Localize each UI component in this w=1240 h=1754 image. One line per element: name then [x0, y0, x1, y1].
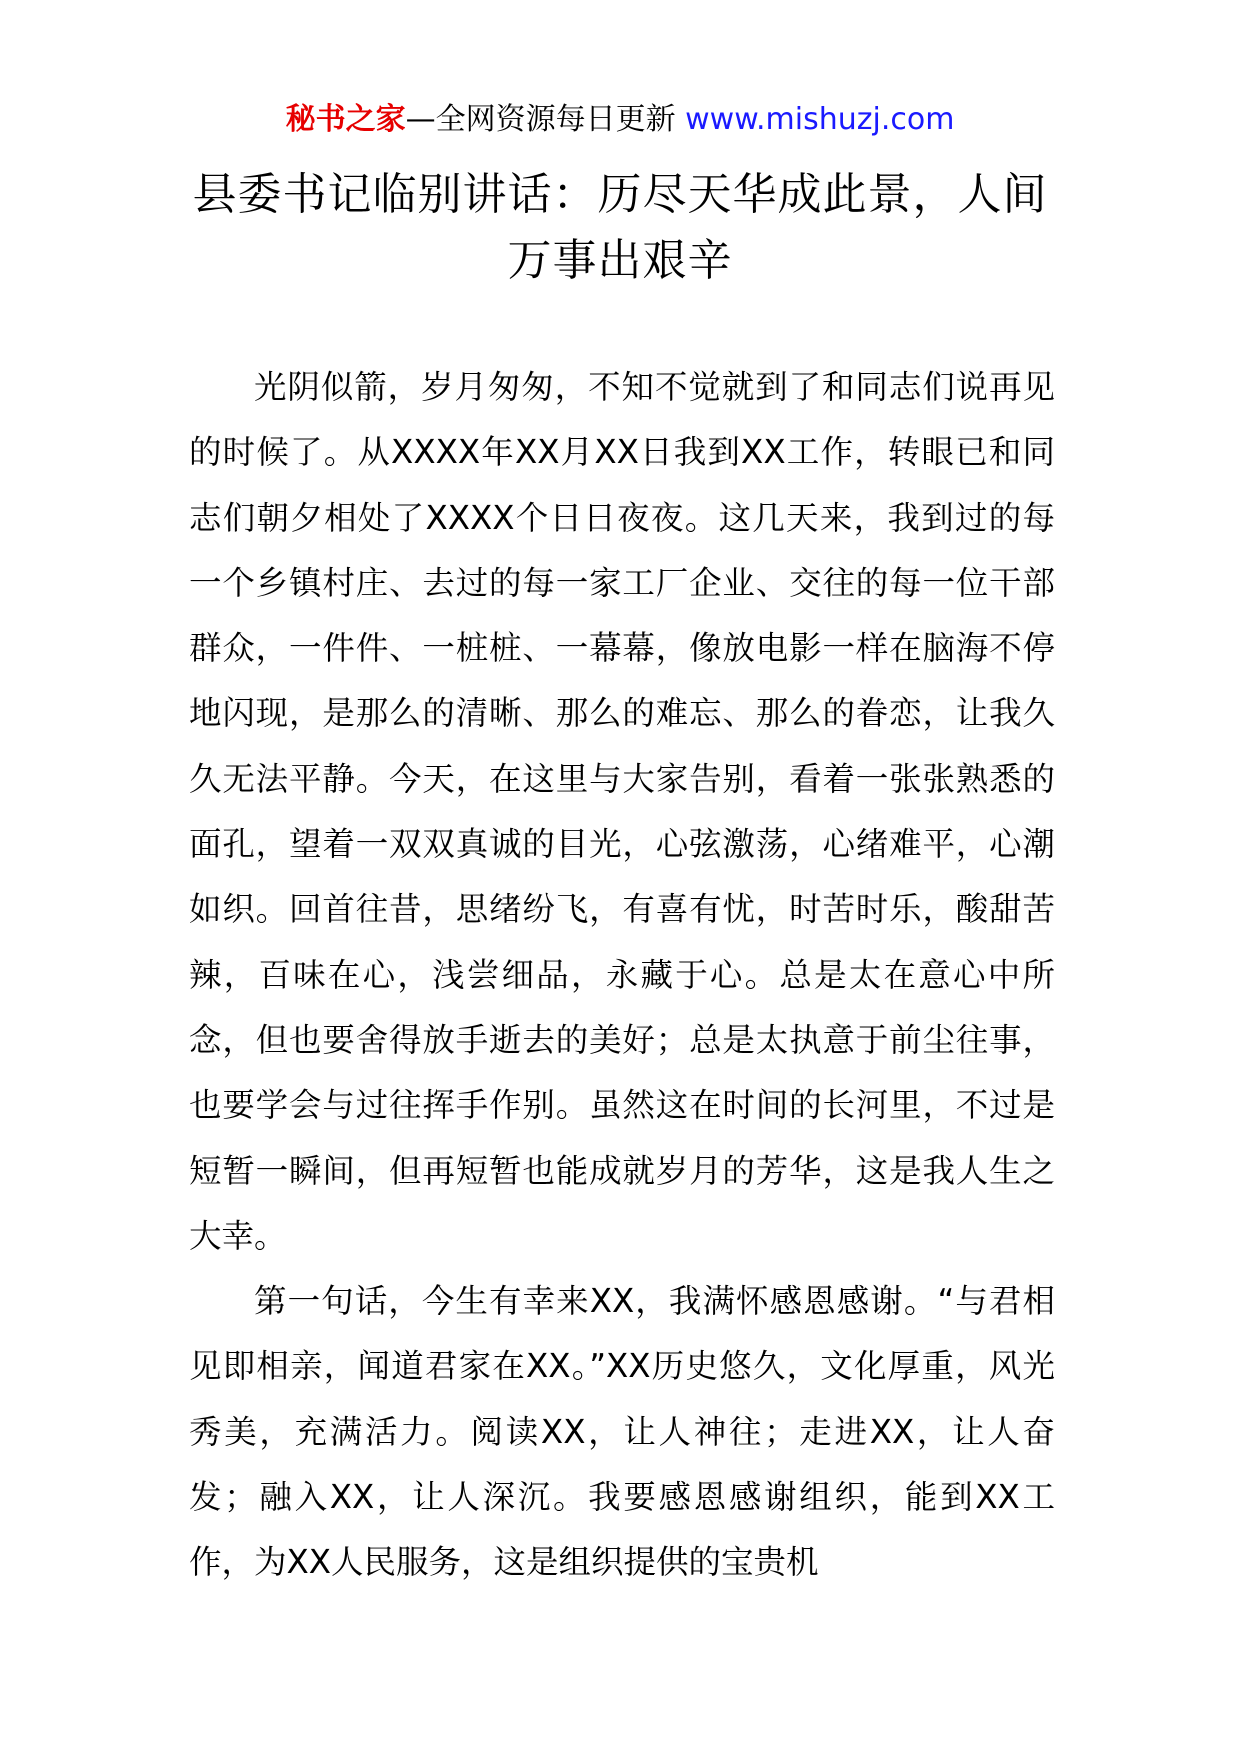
site-url-link[interactable]: www.mishuzj.com: [685, 102, 955, 137]
site-header: [0, 100, 1240, 140]
header-tagline: —全网资源每日更新: [405, 102, 676, 137]
body-paragraph: 光阴似箭，岁月匆匆，不知不觉就到了和同志们说再见的时候了。从XXXX年XX月XX日我到XX工作，转眼已和同志们朝夕相处了XXXX个日日夜夜。这几天来，我到过的每一个乡镇村庄、去过的每一家工厂企业、交往的每一位干部群众，一件件、一桩桩、一幕幕，像放电影一样在脑海不停地闪现，是那么的清晰、那么的难忘、那么的眷恋，让我久久无法平静。今天，在这里与大家告别，看着一张张熟悉的面孔，望着一双双真诚的目光，心弦激荡，心绪难平，心潮如织。回首往昔，思绪纷飞，有喜有忧，时苦时乐，酸甜苦辣，百味在心，浅尝细品，永藏于心。总是太在意心中所念，但也要舍得放手逝去的美好；总是太执意于前尘往事，也要学会与过往挥手作别。虽然这在时间的长河里，不过是短暂一瞬间，但再短暂也能成就岁月的芳华，这是我人生之大幸。: [189, 368, 1055, 1255]
brand-name: 秘书之家: [285, 102, 406, 137]
body-paragraph: 第一句话，今生有幸来XX，我满怀感恩感谢。“与君相见即相亲，闻道君家在XX。”XX历史悠久，文化厚重，风光秀美，充满活力。阅读XX，让人神往；走进XX，让人奋发；融入XX，让人深沉。我要感恩感谢组织，能到XX工作，为XX人民服务，这是组织提供的宝贵机: [189, 1282, 1055, 1582]
document-title: 县委书记临别讲话：历尽天华成此景，人间万事出艰辛: [192, 169, 1048, 286]
document-body: [189, 355, 1055, 1596]
